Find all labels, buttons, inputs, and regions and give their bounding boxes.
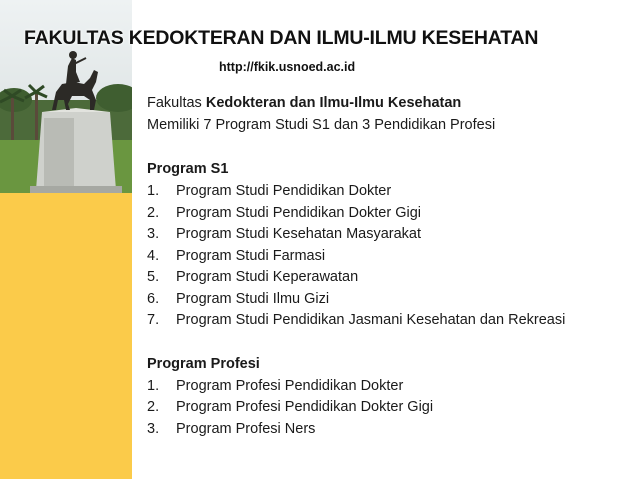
list-item (147, 223, 627, 245)
list-item (147, 375, 627, 397)
list-number: 2. (147, 399, 160, 415)
list-label: Program Studi Pendidikan Dokter Gigi (176, 204, 422, 221)
list-item (147, 309, 627, 331)
list-label: Program Studi Ilmu Gizi (176, 290, 330, 307)
page-title: FAKULTAS KEDOKTERAN DAN ILMU-ILMU KESEHATAN (24, 27, 539, 49)
profesi-heading: Program Profesi (147, 355, 260, 372)
content-body (147, 92, 627, 439)
list-label: Program Studi Kesehatan Masyarakat (176, 226, 422, 242)
s1-list (147, 180, 627, 331)
list-number: 7. (147, 312, 160, 328)
intro-line (147, 92, 627, 114)
list-item (147, 245, 627, 267)
faculty-url: http://fkik.usnoed.ac.id (219, 60, 356, 74)
list-item (147, 396, 627, 418)
list-item (147, 288, 627, 310)
list-label: Program Studi Keperawatan (176, 269, 359, 285)
list-number: 5. (147, 269, 160, 285)
intro-summary: Memiliki 7 Program Studi S1 dan 3 Pendidikan Profesi (147, 117, 496, 133)
list-number: 2. (147, 204, 160, 221)
list-label: Program Profesi Pendidikan Dokter Gigi (176, 399, 434, 415)
list-label: Program Studi Pendidikan Jasmani Kesehatan dan Rekreasi (176, 312, 566, 328)
list-number: 6. (147, 290, 160, 307)
faculty-name: Kedokteran dan Ilmu-Ilmu Kesehatan (205, 95, 462, 111)
s1-heading: Program S1 (147, 161, 229, 177)
list-item (147, 418, 627, 440)
list-number: 1. (147, 183, 160, 199)
profesi-list (147, 375, 627, 440)
list-item (147, 180, 627, 202)
list-item (147, 266, 627, 288)
list-label: Program Profesi Pendidikan Dokter (176, 377, 404, 394)
list-item (147, 202, 627, 224)
list-label: Program Profesi Ners (176, 420, 316, 437)
list-number: 3. (147, 226, 160, 242)
list-number: 4. (147, 247, 160, 264)
list-label: Program Studi Farmasi (176, 247, 326, 264)
list-number: 3. (147, 420, 160, 437)
list-label: Program Studi Pendidikan Dokter (176, 183, 392, 199)
accent-bar (0, 193, 132, 479)
list-number: 1. (147, 377, 160, 394)
intro-prefix: Fakultas (147, 95, 206, 111)
